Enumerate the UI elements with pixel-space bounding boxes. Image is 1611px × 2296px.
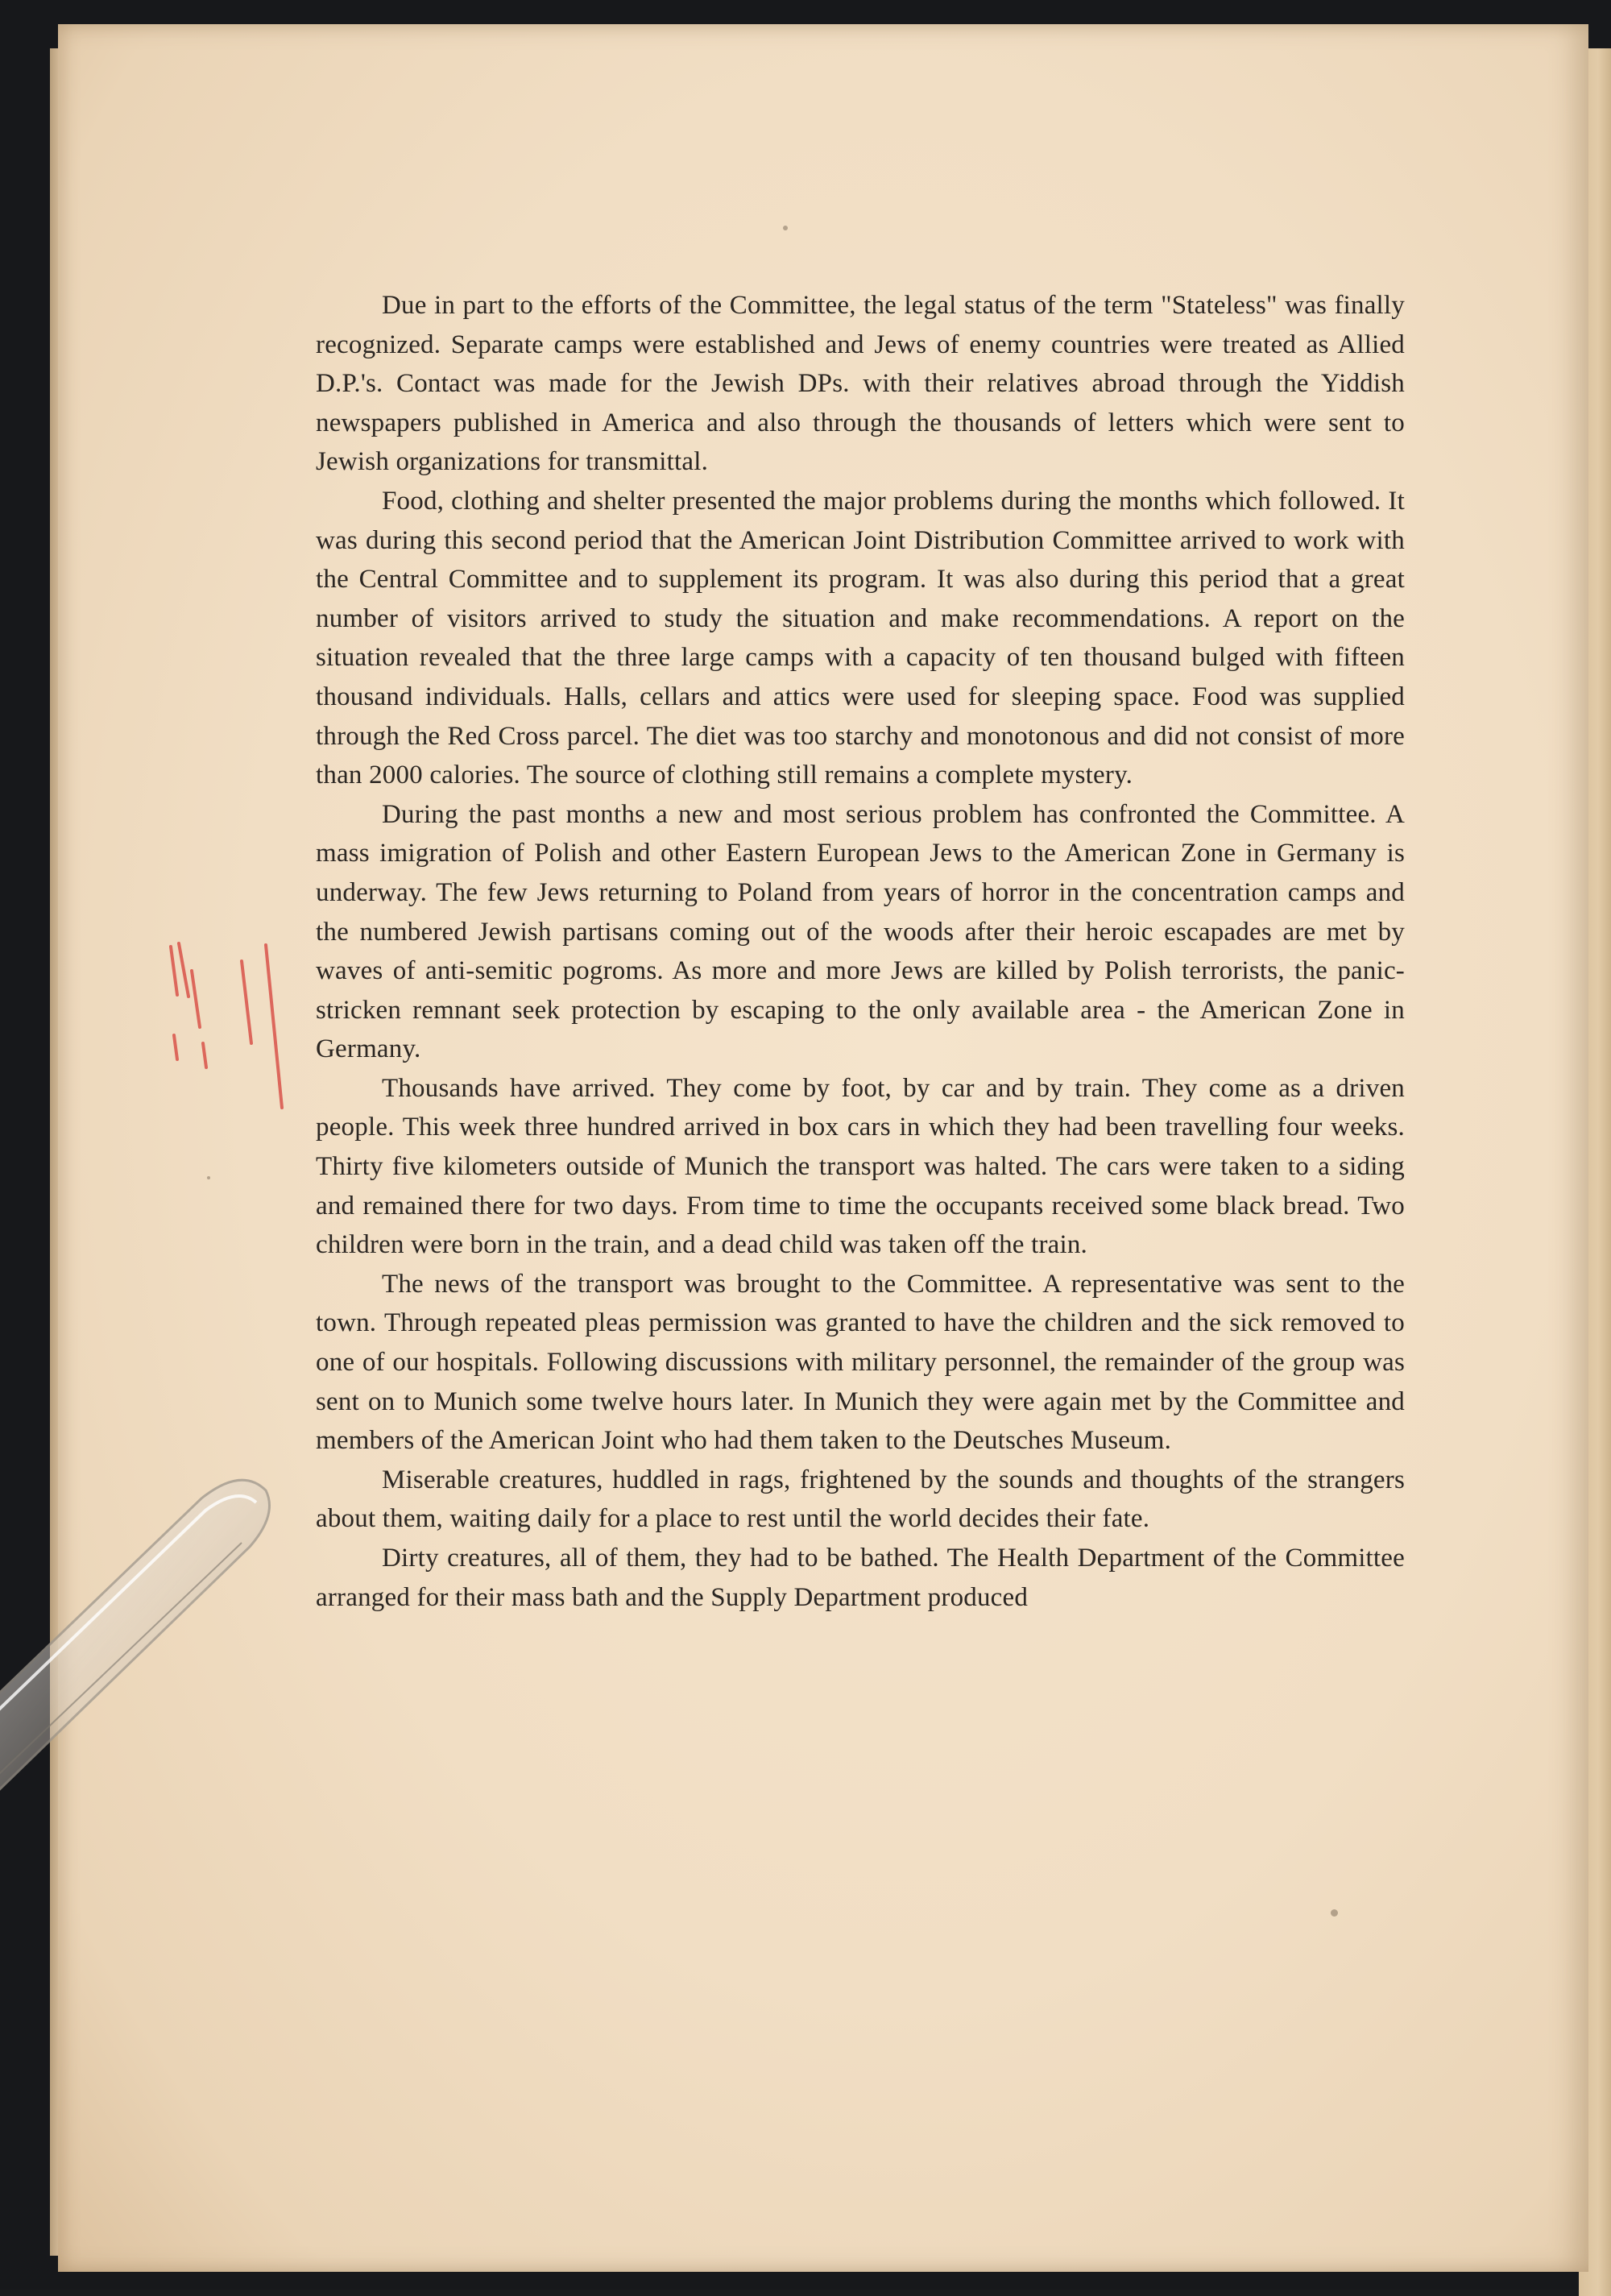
glass-rod-icon (0, 1466, 290, 1917)
paragraph: The news of the transport was brought to the Committee. A representative was sent to the town. Through repeated pleas permission was granted to have the children and the sick removed to one of our hospitals. Following discussions with military personnel, the remainder of the group was sent on to Munich some twelve hours later. In Munich they were again met by the Committee and members of the American Joint who had them taken to the Deutsches Museum. (316, 1269, 1405, 1456)
paragraph: During the past months a new and most serious problem has confronted the Committee. A mass imigration of Polish and other Eastern European Jews to the American Zone in Germany is underway. The few Jews returning to Poland from years of horror in the concentration camps and the numbered Jewish partisans coming out of the woods after their heroic escapades are met by waves of anti-semitic pogroms. As more and more Jews are killed by Polish terrorists, the panic-stricken remnant seek protection by escaping to the only available area - the American Zone in Germany. (316, 799, 1405, 1064)
margin-pencil-marks (153, 939, 330, 1124)
paper-speck (207, 1176, 210, 1179)
paper-speck (783, 226, 788, 230)
paragraph: Miserable creatures, huddled in rags, frightened by the sounds and thoughts of the strangers about them, waiting daily for a place to rest until the world decides their fate. (316, 1465, 1405, 1534)
paragraph: Thousands have arrived. They come by foot, by car and by train. They come as a driven people. This week three hundred arrived in box cars in which they had been travelling four weeks. Thirty five kilometers outside of Munich the transport was halted. The cars were taken to a siding and remained there for two days. From time to time the occupants received some black bread. Two children were born in the train, and a dead child was taken off the train. (316, 1073, 1405, 1260)
paragraph: Food, clothing and shelter presented the major problems during the months which followed. It was during this second period that the American Joint Distribution Committee arrived to work with the Central Committee and to supplement its program. It was also during this period that a great number of visitors arrived to study the situation and make recommendations. A report on the situation revealed that the three large camps with a capacity of ten thousand bulged with fifteen thousand individuals. Halls, cellars and attics were used for sleeping space. Food was supplied through the Red Cross parcel. The diet was too starchy and monotonous and did not consist of more than 2000 calories. The source of clothing still remains a complete mystery. (316, 486, 1405, 790)
paper-speck (1331, 1909, 1338, 1917)
paragraph: Dirty creatures, all of them, they had to be bathed. The Health Department of the Committee arranged for their mass bath and the Supply Department produced (316, 1544, 1405, 1612)
document-body (316, 286, 1405, 1617)
paragraph: Due in part to the efforts of the Committee, the legal status of the term "Stateless" was finally recognized. Separate camps were established and Jews of enemy countries were treated as Allied D.P.'s. Contact was made for the Jewish DPs. with their relatives abroad through the Yiddish newspapers published in America and also through the thousands of letters which were sent to Jewish organizations for transmittal. (316, 291, 1405, 477)
